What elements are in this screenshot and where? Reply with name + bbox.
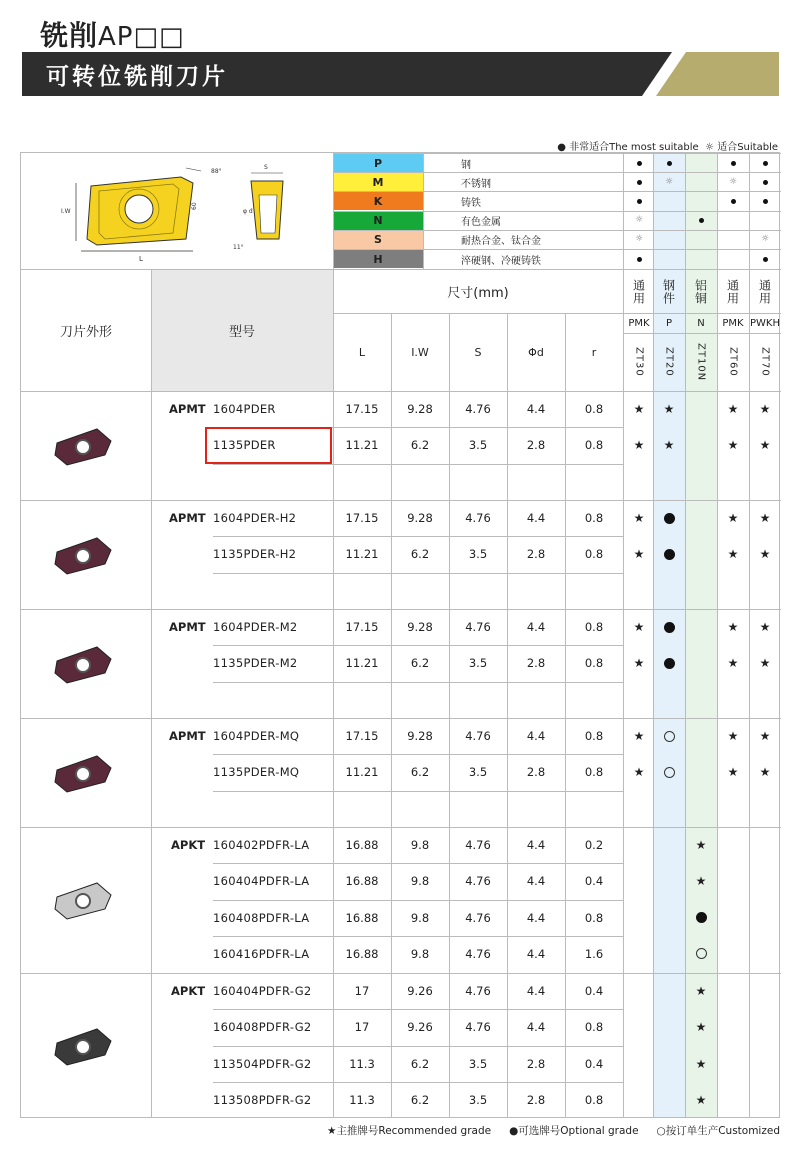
recommended-star-icon: ★ bbox=[633, 620, 645, 634]
grid-line bbox=[213, 1082, 333, 1083]
grade-type-1: 钢件 bbox=[661, 279, 676, 305]
dim-value-r: 1.6 bbox=[584, 946, 604, 961]
grid-line bbox=[21, 500, 781, 501]
recommended-star-icon: ★ bbox=[695, 984, 707, 998]
grid-line bbox=[623, 153, 624, 1117]
dim-value-s: 4.76 bbox=[465, 1020, 491, 1035]
most-suitable-icon bbox=[755, 249, 775, 269]
most-suitable-icon bbox=[629, 249, 649, 269]
model-name: 113508PDFR-G2 bbox=[213, 1092, 312, 1107]
grid-line bbox=[21, 718, 781, 719]
recommended-star-icon: ★ bbox=[633, 402, 645, 416]
dim-value-s: 4.76 bbox=[465, 984, 491, 998]
recommended-star-icon: ★ bbox=[727, 402, 739, 416]
dim-value-l: 11.21 bbox=[345, 547, 379, 562]
model-name: 1604PDER-H2 bbox=[213, 511, 297, 525]
suitable-icon: ☼ bbox=[664, 176, 674, 187]
dim-value-r: 0.8 bbox=[584, 656, 604, 671]
dim-value-r: 0.8 bbox=[584, 1020, 604, 1035]
grid-line bbox=[333, 573, 623, 574]
model-prefix: APKT bbox=[171, 838, 206, 852]
dim-value-r: 0.8 bbox=[584, 547, 604, 562]
dim-value-s: 4.76 bbox=[465, 874, 491, 889]
grid-line bbox=[333, 172, 781, 173]
dim-value-iw: 9.8 bbox=[410, 910, 430, 925]
recommended-star-icon: ★ bbox=[727, 656, 739, 671]
dim-value-iw: 6.2 bbox=[410, 656, 430, 671]
dim-value-r: 0.8 bbox=[584, 511, 604, 525]
recommended-star-icon: ★ bbox=[633, 656, 645, 671]
dim-value-iw: 6.2 bbox=[410, 1056, 430, 1071]
dim-value-iw: 6.2 bbox=[410, 438, 430, 453]
suitable-icon: ☼ bbox=[760, 234, 770, 245]
recommended-star-icon: ★ bbox=[695, 838, 707, 852]
dim-header-2: S bbox=[474, 345, 482, 359]
grid-line bbox=[21, 827, 781, 828]
optional-dot-icon bbox=[659, 653, 679, 673]
grade-group-4: PWKH bbox=[750, 317, 780, 329]
dim-value-l: 16.88 bbox=[345, 910, 379, 925]
legend-suitable: ☼ 适合Suitable bbox=[705, 142, 778, 153]
col-model-header: 型号 bbox=[151, 269, 333, 391]
most-suitable-icon bbox=[755, 153, 775, 173]
dim-value-r: 0.8 bbox=[584, 1092, 604, 1107]
grid-line bbox=[213, 682, 333, 683]
dim-value-d: 2.8 bbox=[526, 656, 546, 671]
model-name: 1604PDER bbox=[213, 402, 276, 416]
recommended-star-icon: ★ bbox=[759, 547, 771, 562]
title-text: 铣削 bbox=[40, 19, 99, 52]
dim-value-s: 3.5 bbox=[468, 438, 488, 453]
grid-line bbox=[653, 153, 654, 1117]
customized-ring-icon bbox=[659, 726, 679, 746]
grid-line bbox=[333, 936, 623, 937]
dim-value-d: 4.4 bbox=[526, 511, 546, 525]
recommended-star-icon: ★ bbox=[633, 438, 645, 453]
dim-value-iw: 9.28 bbox=[407, 402, 433, 416]
recommended-star-icon: ★ bbox=[633, 547, 645, 562]
model-name: 160408PDFR-G2 bbox=[213, 1020, 312, 1035]
material-desc-m: 不锈钢 bbox=[461, 178, 491, 190]
recommended-star-icon: ★ bbox=[695, 1020, 707, 1035]
insert-diagram bbox=[21, 153, 333, 269]
grid-line bbox=[213, 936, 333, 937]
dim-value-s: 3.5 bbox=[468, 1092, 488, 1107]
recommended-star-icon: ★ bbox=[759, 620, 771, 634]
recommended-star-icon: ★ bbox=[727, 765, 739, 780]
recommended-star-icon: ★ bbox=[759, 729, 771, 743]
recommended-star-icon: ★ bbox=[759, 656, 771, 671]
svg-text:φ d: φ d bbox=[243, 208, 253, 215]
grid-line bbox=[333, 313, 623, 314]
material-desc-k: 铸铁 bbox=[461, 197, 481, 209]
material-code-s: S bbox=[333, 231, 423, 249]
grid-line bbox=[333, 153, 781, 154]
model-name: 160402PDFR-LA bbox=[213, 838, 310, 852]
dim-value-l: 17.15 bbox=[345, 402, 379, 416]
title-code: AP□□ bbox=[98, 22, 185, 52]
dim-value-d: 2.8 bbox=[526, 438, 546, 453]
grid-line bbox=[623, 333, 781, 334]
dim-header-4: r bbox=[591, 345, 597, 359]
grid-line bbox=[21, 609, 781, 610]
model-name: 1135PDER bbox=[213, 438, 276, 453]
grid-line bbox=[213, 863, 333, 864]
dim-value-r: 0.8 bbox=[584, 402, 604, 416]
most-suitable-icon bbox=[659, 153, 679, 173]
grid-line bbox=[213, 791, 333, 792]
dim-value-d: 2.8 bbox=[526, 1092, 546, 1107]
grid-line bbox=[565, 313, 566, 1117]
optional-dot-icon bbox=[659, 617, 679, 637]
dim-value-r: 0.4 bbox=[584, 874, 604, 889]
svg-text:L: L bbox=[139, 255, 143, 263]
page-title bbox=[40, 14, 185, 54]
insert-image bbox=[49, 748, 119, 798]
svg-text:S: S bbox=[264, 164, 268, 171]
dim-value-iw: 9.8 bbox=[410, 838, 430, 852]
grade-legend bbox=[327, 1123, 780, 1138]
dim-value-l: 16.88 bbox=[345, 838, 379, 852]
grid-line bbox=[391, 313, 392, 1117]
recommended-star-icon: ★ bbox=[633, 765, 645, 780]
dim-value-s: 4.76 bbox=[465, 729, 491, 743]
col-shape-header: 刀片外形 bbox=[59, 324, 112, 340]
grid-line bbox=[333, 1082, 623, 1083]
grade-name-0: ZT30 bbox=[633, 347, 645, 377]
grid-line bbox=[213, 754, 333, 755]
dim-value-l: 17.15 bbox=[345, 729, 379, 743]
insert-image bbox=[49, 421, 119, 471]
dim-value-s: 3.5 bbox=[468, 547, 488, 562]
dim-value-s: 3.5 bbox=[468, 656, 488, 671]
dim-value-d: 4.4 bbox=[526, 729, 546, 743]
suitability-legend bbox=[557, 138, 778, 153]
grid-line bbox=[623, 313, 781, 314]
legend-optional: ●可选牌号Optional grade bbox=[509, 1125, 639, 1137]
dim-header-3: Φd bbox=[528, 345, 544, 359]
customized-ring-icon bbox=[691, 944, 711, 964]
recommended-star-icon: ★ bbox=[695, 1092, 707, 1107]
dim-value-l: 17 bbox=[354, 1020, 370, 1035]
svg-text:I.W: I.W bbox=[61, 208, 71, 215]
grade-group-0: PMK bbox=[628, 317, 650, 329]
dim-value-iw: 6.2 bbox=[410, 547, 430, 562]
grid-line bbox=[333, 191, 781, 192]
grade-type-0: 通用 bbox=[631, 279, 646, 305]
most-suitable-icon bbox=[755, 191, 775, 211]
material-code-n: N bbox=[333, 212, 423, 230]
most-suitable-icon bbox=[691, 211, 711, 231]
model-name: 113504PDFR-G2 bbox=[213, 1056, 312, 1071]
dim-value-d: 4.4 bbox=[526, 910, 546, 925]
dim-value-r: 0.8 bbox=[584, 910, 604, 925]
recommended-star-icon: ★ bbox=[727, 547, 739, 562]
grid-line bbox=[333, 791, 623, 792]
grade-type-3: 通用 bbox=[725, 279, 740, 305]
dim-value-l: 11.3 bbox=[349, 1092, 375, 1107]
grid-line bbox=[213, 536, 333, 537]
dim-value-d: 2.8 bbox=[526, 765, 546, 780]
recommended-star-icon: ★ bbox=[695, 874, 707, 889]
optional-dot-icon bbox=[691, 908, 711, 928]
model-prefix: APMT bbox=[169, 729, 206, 743]
dim-header-1: I.W bbox=[411, 345, 429, 359]
insert-image bbox=[49, 639, 119, 689]
col-size-header: 尺寸(mm) bbox=[447, 285, 509, 301]
most-suitable-icon bbox=[629, 153, 649, 173]
grid-line bbox=[333, 1009, 623, 1010]
suitable-icon: ☼ bbox=[634, 215, 644, 226]
recommended-star-icon: ★ bbox=[759, 765, 771, 780]
grid-line bbox=[333, 645, 623, 646]
grid-line bbox=[213, 1009, 333, 1010]
grid-line bbox=[333, 249, 781, 250]
banner-title: 可转位铣削刀片 bbox=[46, 64, 228, 90]
dim-value-l: 16.88 bbox=[345, 874, 379, 889]
dim-value-r: 0.2 bbox=[584, 838, 604, 852]
model-prefix: APMT bbox=[169, 511, 206, 525]
grade-type-2: 铝铜 bbox=[693, 279, 708, 305]
material-code-h: H bbox=[333, 250, 423, 268]
grid-line bbox=[333, 230, 781, 231]
recommended-star-icon: ★ bbox=[727, 438, 739, 453]
most-suitable-icon bbox=[629, 172, 649, 192]
dim-value-d: 4.4 bbox=[526, 984, 546, 998]
model-name: 160404PDFR-G2 bbox=[213, 984, 312, 998]
model-name: 1135PDER-MQ bbox=[213, 765, 300, 780]
grid-line bbox=[749, 153, 750, 1117]
most-suitable-icon bbox=[629, 191, 649, 211]
grid-line bbox=[21, 973, 781, 974]
model-name: 1604PDER-M2 bbox=[213, 620, 298, 634]
svg-text:60: 60 bbox=[191, 202, 198, 210]
recommended-star-icon: ★ bbox=[695, 1056, 707, 1071]
most-suitable-icon bbox=[723, 191, 743, 211]
dim-value-iw: 9.8 bbox=[410, 874, 430, 889]
model-name: 160404PDFR-LA bbox=[213, 874, 310, 889]
dim-value-l: 11.21 bbox=[345, 656, 379, 671]
grid-line bbox=[213, 573, 333, 574]
dim-value-iw: 9.28 bbox=[407, 620, 433, 634]
dim-value-iw: 6.2 bbox=[410, 1092, 430, 1107]
svg-text:11°: 11° bbox=[233, 244, 244, 251]
dim-value-d: 4.4 bbox=[526, 1020, 546, 1035]
grade-group-3: PMK bbox=[722, 317, 744, 329]
dim-value-d: 4.4 bbox=[526, 402, 546, 416]
suitable-icon: ☼ bbox=[634, 234, 644, 245]
dim-value-l: 16.88 bbox=[345, 946, 379, 961]
recommended-star-icon: ★ bbox=[663, 438, 675, 453]
highlight-box bbox=[205, 427, 332, 464]
model-name: 1604PDER-MQ bbox=[213, 729, 300, 743]
dim-value-d: 2.8 bbox=[526, 1056, 546, 1071]
grid-line bbox=[333, 863, 623, 864]
dim-value-d: 4.4 bbox=[526, 620, 546, 634]
grid-line bbox=[717, 153, 718, 1117]
recommended-star-icon: ★ bbox=[727, 729, 739, 743]
grid-line bbox=[333, 427, 623, 428]
grade-name-2: ZT10N bbox=[695, 342, 707, 382]
dim-value-l: 11.21 bbox=[345, 765, 379, 780]
recommended-star-icon: ★ bbox=[759, 438, 771, 453]
grid-line bbox=[333, 682, 623, 683]
grade-group-2: N bbox=[697, 317, 705, 329]
model-prefix: APMT bbox=[169, 620, 206, 634]
dim-value-s: 4.76 bbox=[465, 620, 491, 634]
most-suitable-icon bbox=[723, 153, 743, 173]
grid-line bbox=[333, 153, 334, 1117]
model-name: 160408PDFR-LA bbox=[213, 910, 310, 925]
model-prefix: APMT bbox=[169, 402, 206, 416]
suitable-icon: ☼ bbox=[728, 176, 738, 187]
grid-line bbox=[151, 391, 781, 392]
legend-most-suitable: ● 非常适合The most suitable bbox=[557, 142, 699, 153]
material-code-k: K bbox=[333, 192, 423, 210]
recommended-star-icon: ★ bbox=[759, 402, 771, 416]
dim-value-iw: 9.26 bbox=[407, 1020, 433, 1035]
material-desc-h: 淬硬钢、冷硬铸铁 bbox=[461, 255, 541, 267]
model-name: 1135PDER-M2 bbox=[213, 656, 298, 671]
dim-value-r: 0.4 bbox=[584, 984, 604, 998]
dim-value-d: 4.4 bbox=[526, 838, 546, 852]
grid-line bbox=[21, 269, 781, 270]
grid-line bbox=[333, 211, 781, 212]
model-name: 1135PDER-H2 bbox=[213, 547, 297, 562]
dim-value-d: 2.8 bbox=[526, 547, 546, 562]
insert-image bbox=[49, 530, 119, 580]
grid-line bbox=[333, 900, 623, 901]
recommended-star-icon: ★ bbox=[727, 511, 739, 525]
dim-value-iw: 9.26 bbox=[407, 984, 433, 998]
customized-ring-icon bbox=[659, 762, 679, 782]
dim-value-iw: 6.2 bbox=[410, 765, 430, 780]
dim-value-l: 11.21 bbox=[345, 438, 379, 453]
grid-line bbox=[333, 1046, 623, 1047]
dim-value-d: 4.4 bbox=[526, 874, 546, 889]
recommended-star-icon: ★ bbox=[663, 402, 675, 416]
grid-line bbox=[213, 900, 333, 901]
dim-value-s: 4.76 bbox=[465, 838, 491, 852]
material-desc-p: 钢 bbox=[461, 159, 471, 171]
dim-value-l: 17.15 bbox=[345, 511, 379, 525]
dim-value-l: 17.15 bbox=[345, 620, 379, 634]
grade-name-3: ZT60 bbox=[727, 347, 739, 377]
dim-value-s: 3.5 bbox=[468, 1056, 488, 1071]
material-desc-n: 有色金属 bbox=[461, 217, 501, 229]
grade-type-4: 通用 bbox=[757, 279, 772, 305]
grade-name-1: ZT20 bbox=[663, 347, 675, 377]
grid-line bbox=[333, 754, 623, 755]
dim-value-r: 0.8 bbox=[584, 765, 604, 780]
svg-text:88°: 88° bbox=[211, 168, 222, 175]
grade-group-1: P bbox=[665, 317, 673, 329]
dim-value-iw: 9.8 bbox=[410, 946, 430, 961]
optional-dot-icon bbox=[659, 544, 679, 564]
legend-customized: ○按订单生产Customized bbox=[656, 1125, 780, 1137]
dim-value-s: 4.76 bbox=[465, 402, 491, 416]
grid-line bbox=[449, 313, 450, 1117]
recommended-star-icon: ★ bbox=[633, 511, 645, 525]
grade-name-4: ZT70 bbox=[759, 347, 771, 377]
material-code-m: M bbox=[333, 173, 423, 191]
grid-line bbox=[685, 153, 686, 1117]
recommended-star-icon: ★ bbox=[759, 511, 771, 525]
insert-image bbox=[49, 875, 119, 925]
grid-line bbox=[151, 269, 152, 1117]
dim-value-r: 0.8 bbox=[584, 620, 604, 634]
dim-value-r: 0.8 bbox=[584, 438, 604, 453]
grid-line bbox=[423, 153, 424, 269]
dim-value-iw: 9.28 bbox=[407, 511, 433, 525]
dim-value-s: 3.5 bbox=[468, 765, 488, 780]
dim-value-s: 4.76 bbox=[465, 511, 491, 525]
dim-value-l: 17 bbox=[354, 984, 370, 998]
grid-line bbox=[333, 464, 623, 465]
grid-line bbox=[507, 313, 508, 1117]
grid-line bbox=[213, 645, 333, 646]
material-code-p: P bbox=[333, 154, 423, 172]
recommended-star-icon: ★ bbox=[633, 729, 645, 743]
model-name: 160416PDFR-LA bbox=[213, 946, 310, 961]
material-desc-s: 耐热合金、钛合金 bbox=[461, 236, 541, 248]
grid-line bbox=[333, 536, 623, 537]
dim-value-s: 4.76 bbox=[465, 946, 491, 961]
dim-value-r: 0.4 bbox=[584, 1056, 604, 1071]
dim-value-d: 4.4 bbox=[526, 946, 546, 961]
dim-value-iw: 9.28 bbox=[407, 729, 433, 743]
dim-value-r: 0.8 bbox=[584, 729, 604, 743]
most-suitable-icon bbox=[755, 172, 775, 192]
dim-value-s: 4.76 bbox=[465, 910, 491, 925]
recommended-star-icon: ★ bbox=[727, 620, 739, 634]
product-table bbox=[20, 152, 780, 1118]
insert-image bbox=[49, 1021, 119, 1071]
grid-line bbox=[213, 1046, 333, 1047]
legend-recommended: ★主推牌号Recommended grade bbox=[326, 1125, 492, 1137]
dim-header-0: L bbox=[358, 345, 366, 359]
model-prefix: APKT bbox=[171, 984, 206, 998]
optional-dot-icon bbox=[659, 508, 679, 528]
dim-value-l: 11.3 bbox=[349, 1056, 375, 1071]
